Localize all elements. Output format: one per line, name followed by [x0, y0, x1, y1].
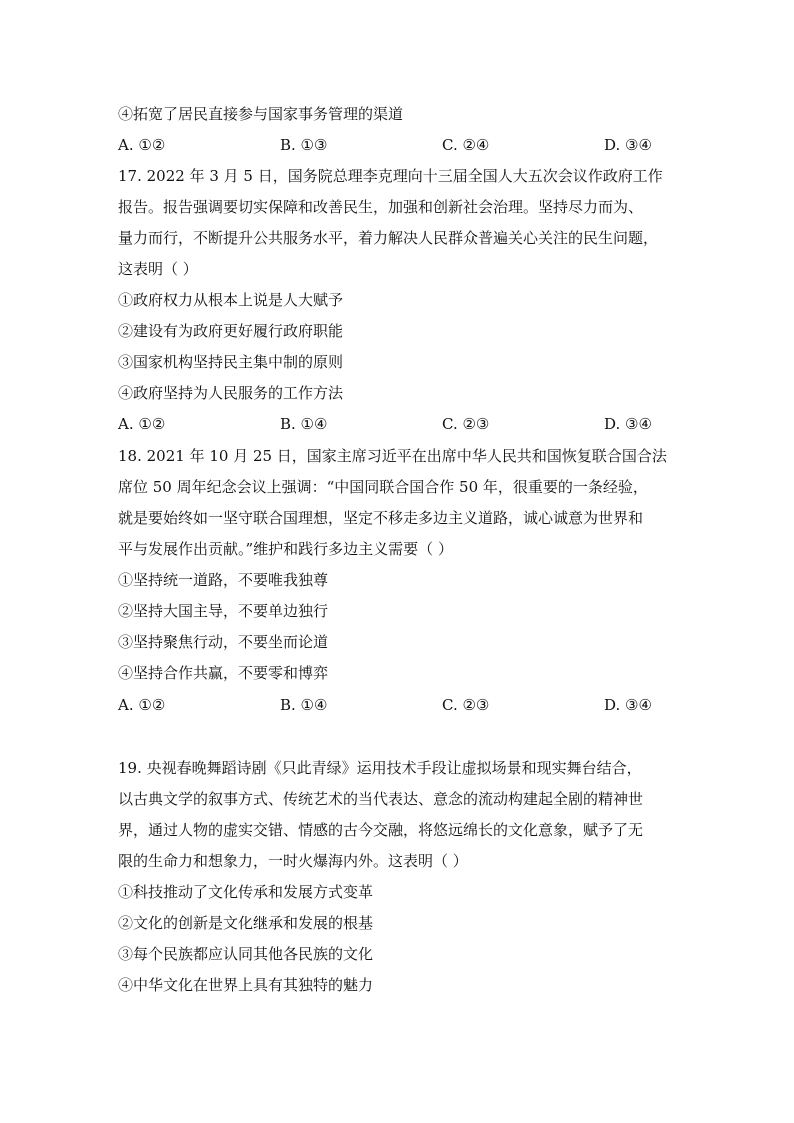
- q18-item-2: ②坚持大国主导，不要单边独行: [118, 602, 329, 620]
- q19-item-2: ②文化的创新是文化继承和发展的根基: [118, 914, 374, 932]
- q19-stem-line-1: 19. 央视春晚舞蹈诗剧《只此青绿》运用技术手段让虚拟场景和现实舞台结合，: [118, 759, 642, 777]
- q18-item-1: ①坚持统一道路，不要唯我独尊: [118, 571, 329, 589]
- q18-choice-a: A. ①②: [118, 696, 166, 714]
- q16-choice-a: A. ①②: [118, 136, 166, 154]
- q17-choice-b: B. ①④: [280, 415, 328, 433]
- q17-item-4: ④政府坚持为人民服务的工作方法: [118, 384, 344, 402]
- q18-stem-line-4: 平与发展作出贡献。”维护和践行多边主义需要（ ）: [118, 540, 453, 558]
- q17-item-1: ①政府权力从根本上说是人大赋予: [118, 291, 344, 309]
- q16-choices: [118, 135, 678, 155]
- q18-choice-c: C. ②③: [442, 696, 490, 714]
- q19-stem-line-3: 界，通过人物的虚实交错、情感的古今交融，将悠远绵长的文化意象，赋予了无: [118, 821, 644, 839]
- q19-item-4: ④中华文化在世界上具有其独特的魅力: [118, 976, 374, 994]
- q16-choice-b: B. ①③: [280, 136, 328, 154]
- q18-stem-line-1: 18. 2021 年 10 月 25 日，国家主席习近平在出席中华人民共和国恢复联合国合法: [118, 447, 667, 465]
- q17-stem-line-3: 量力而行，不断提升公共服务水平，着力解决人民群众普遍关心关注的民生问题，: [118, 229, 659, 247]
- q19-item-1: ①科技推动了文化传承和发展方式变革: [118, 883, 374, 901]
- q19-item-3: ③每个民族都应认同其他各民族的文化: [118, 945, 374, 963]
- q18-choice-d: D. ③④: [604, 696, 652, 714]
- q16-choice-d: D. ③④: [604, 136, 652, 154]
- q18-choice-b: B. ①④: [280, 696, 328, 714]
- q17-choices: [118, 414, 678, 434]
- q18-choices: [118, 695, 678, 715]
- q16-choice-c: C. ②④: [442, 136, 490, 154]
- q17-stem-line-2: 报告。报告强调要切实保障和改善民生，加强和创新社会治理。坚持尽力而为、: [118, 198, 644, 216]
- q17-stem-line-4: 这表明（ ）: [118, 260, 198, 278]
- q17-item-3: ③国家机构坚持民主集中制的原则: [118, 353, 344, 371]
- q18-item-4: ④坚持合作共赢，不要零和博弈: [118, 664, 329, 682]
- q17-choice-d: D. ③④: [604, 415, 652, 433]
- q17-choice-a: A. ①②: [118, 415, 166, 433]
- q18-stem-line-3: 就是要始终如一坚守联合国理想，坚定不移走多边主义道路，诚心诚意为世界和: [118, 509, 644, 527]
- q18-stem-line-2: 席位 50 周年纪念会议上强调：“中国同联合国合作 50 年，很重要的一条经验，: [118, 478, 648, 496]
- q16-option-4: ④拓宽了居民直接参与国家事务管理的渠道: [118, 105, 404, 123]
- q17-item-2: ②建设有为政府更好履行政府职能: [118, 322, 344, 340]
- q18-item-3: ③坚持聚焦行动，不要坐而论道: [118, 633, 329, 651]
- q19-stem-line-4: 限的生命力和想象力，一时火爆海内外。这表明（ ）: [118, 852, 468, 870]
- q19-stem-line-2: 以古典文学的叙事方式、传统艺术的当代表达、意念的流动构建起全剧的精神世: [118, 790, 644, 808]
- q17-stem-line-1: 17. 2022 年 3 月 5 日，国务院总理李克理向十三届全国人大五次会议作政府工作: [118, 167, 663, 185]
- q17-choice-c: C. ②③: [442, 415, 490, 433]
